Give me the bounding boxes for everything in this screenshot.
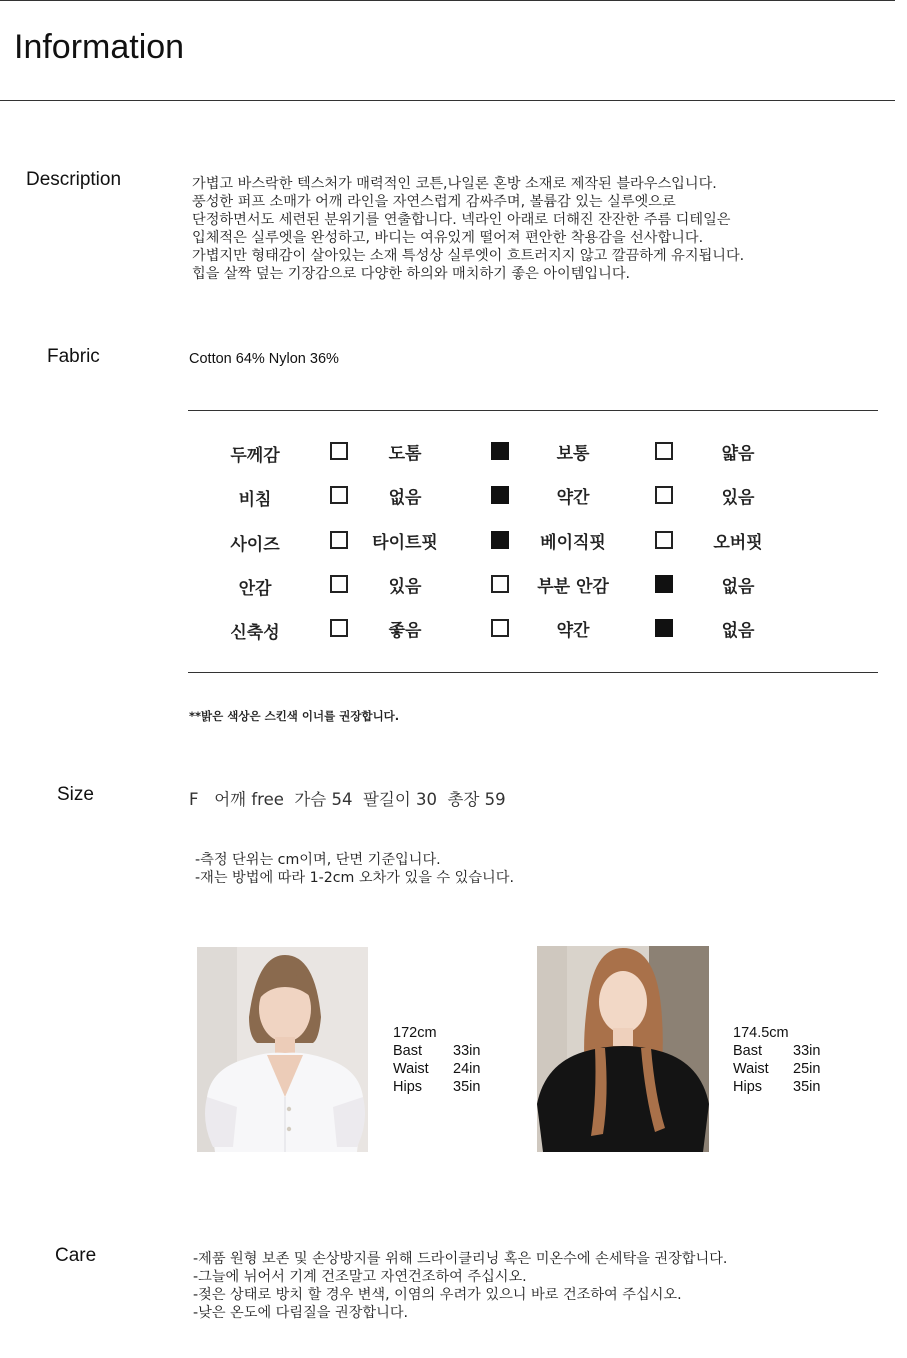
model-stat-row xyxy=(393,1042,480,1060)
stat-value: 24in xyxy=(453,1061,481,1077)
model-1-stats xyxy=(393,1024,480,1096)
stat-name: Hips xyxy=(733,1079,763,1095)
option-checkbox xyxy=(491,575,509,593)
attribute-note: **밝은 색상은 스킨색 이너를 권장합니다. xyxy=(189,709,400,723)
option-label: 약간 xyxy=(556,488,590,508)
option-checkbox xyxy=(491,531,509,549)
size-measurements: F 어깨 free 가슴 54 팔길이 30 총장 59 xyxy=(189,790,506,809)
option-label: 없음 xyxy=(721,621,755,641)
option-label: 좋음 xyxy=(388,621,422,641)
stat-name: Waist xyxy=(733,1061,769,1077)
description-text xyxy=(192,175,882,283)
stat-name: Bast xyxy=(733,1043,763,1059)
model-stat-row xyxy=(393,1078,480,1096)
care-text xyxy=(193,1250,883,1322)
option-checkbox xyxy=(491,619,509,637)
stat-value: 33in xyxy=(793,1043,821,1059)
description-line: 힙을 살짝 덮는 기장감으로 다양한 하의와 매치하기 좋은 아이템입니다. xyxy=(192,266,631,282)
header-divider xyxy=(0,100,895,101)
option-label: 오버핏 xyxy=(713,533,763,553)
description-line: 가볍고 바스락한 텍스처가 매력적인 코튼,나일론 혼방 소재로 제작된 블라우스입니다. xyxy=(192,176,717,192)
option-label: 도톰 xyxy=(388,444,422,464)
care-line: -낮은 온도에 다림질을 권장합니다. xyxy=(193,1305,409,1321)
stat-name: Hips xyxy=(393,1079,423,1095)
care-label: Care xyxy=(55,1245,97,1266)
stat-value: 33in xyxy=(453,1043,481,1059)
stat-name: Waist xyxy=(393,1061,429,1077)
care-line: -제품 원형 보존 및 손상방지를 위해 드라이클리닝 혹은 미온수에 손세탁을 권장합니다. xyxy=(193,1251,728,1267)
size-notes xyxy=(195,851,514,887)
care-line: -젖은 상태로 방치 할 경우 변색, 이염의 우려가 있으니 바로 건조하여 주십시오. xyxy=(193,1287,682,1303)
option-checkbox xyxy=(655,619,673,637)
option-label: 얇음 xyxy=(721,444,755,464)
table-top-rule xyxy=(188,410,878,411)
option-label: 약간 xyxy=(556,621,590,641)
model-stat-row xyxy=(733,1060,820,1078)
page-title: Information xyxy=(14,28,185,66)
description-line: 입체적은 실루엣을 완성하고, 바디는 여유있게 떨어져 편안한 착용감을 선사합니다. xyxy=(192,230,704,246)
option-label: 없음 xyxy=(721,577,755,597)
model-stat-row xyxy=(733,1042,820,1060)
option-label: 있음 xyxy=(721,488,755,508)
attribute-name: 신축성 xyxy=(230,623,280,643)
table-bottom-rule xyxy=(188,672,878,673)
attribute-name: 안감 xyxy=(238,579,272,599)
model-height: 172cm xyxy=(393,1025,437,1041)
option-checkbox xyxy=(491,442,509,460)
fabric-label: Fabric xyxy=(47,346,100,367)
description-line: 풍성한 퍼프 소매가 어깨 라인을 자연스럽게 감싸주며, 볼륨감 있는 실루엣으로 xyxy=(192,194,676,210)
description-line: 가볍지만 형태감이 살아있는 소재 특성상 실루엣이 흐트러지지 않고 깔끔하게 유지됩니다. xyxy=(192,248,745,264)
model-stat-row xyxy=(733,1078,820,1096)
option-label: 부분 안감 xyxy=(537,577,609,597)
option-label: 있음 xyxy=(388,577,422,597)
attribute-name: 비침 xyxy=(238,490,272,510)
model-2-stats xyxy=(733,1024,820,1096)
model-photo-white-top xyxy=(197,947,368,1152)
care-line: -그늘에 뉘어서 기계 건조말고 자연건조하여 주십시오. xyxy=(193,1269,527,1285)
option-checkbox xyxy=(655,486,673,504)
model-stat-row xyxy=(393,1060,480,1078)
size-note: -측정 단위는 cm이며, 단면 기준입니다. xyxy=(195,852,441,868)
stat-name: Bast xyxy=(393,1043,423,1059)
size-label: Size xyxy=(57,784,94,805)
option-label: 보통 xyxy=(556,444,590,464)
model-height: 174.5cm xyxy=(733,1025,789,1041)
option-checkbox xyxy=(655,531,673,549)
top-rule xyxy=(0,0,895,1)
option-label: 베이직핏 xyxy=(540,533,606,553)
size-note: -재는 방법에 따라 1-2cm 오차가 있을 수 있습니다. xyxy=(195,870,514,886)
model-photo-black-top xyxy=(537,946,709,1152)
option-label: 없음 xyxy=(388,488,422,508)
option-checkbox xyxy=(655,575,673,593)
description-label: Description xyxy=(26,169,122,190)
option-label: 타이트핏 xyxy=(372,533,438,553)
attribute-name: 두께감 xyxy=(230,446,280,466)
attribute-name: 사이즈 xyxy=(230,535,280,555)
fabric-value: Cotton 64% Nylon 36% xyxy=(189,351,339,367)
option-checkbox xyxy=(655,442,673,460)
option-checkbox xyxy=(491,486,509,504)
stat-value: 35in xyxy=(453,1079,481,1095)
description-line: 단정하면서도 세련된 분위기를 연출합니다. 넥라인 아래로 더해진 잔잔한 주름 디테일은 xyxy=(192,212,731,228)
stat-value: 25in xyxy=(793,1061,821,1077)
stat-value: 35in xyxy=(793,1079,821,1095)
